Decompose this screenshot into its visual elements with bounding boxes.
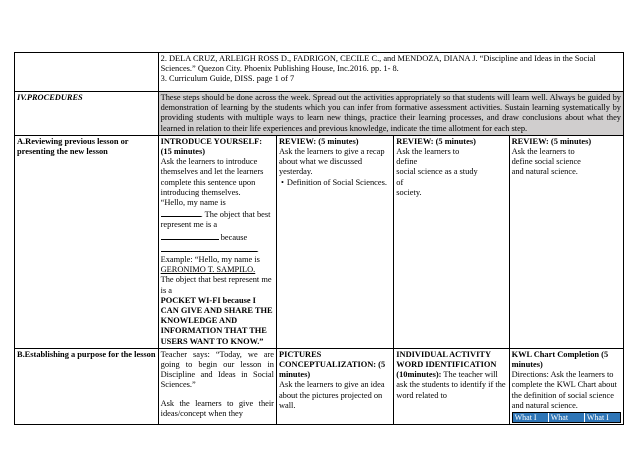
review-title-day4: REVIEW: (5 minutes) bbox=[511, 136, 592, 146]
introduce-instructions: Ask the learners to introduce themselves and let the learners complete this sentence upon introducing themselves. bbox=[160, 157, 264, 197]
ask-ideas-text: Ask the learners to give their ideas/concept when they bbox=[160, 398, 274, 418]
review-day4-line3: and natural science. bbox=[511, 167, 578, 177]
review-day3-line2: define bbox=[396, 157, 418, 167]
review-day4-line1: Ask the learners to bbox=[511, 147, 575, 157]
review-day3-line3: social science as a study bbox=[396, 167, 478, 177]
section-b-row bbox=[15, 348, 624, 424]
introduce-quote-start: “Hello, my name is bbox=[160, 198, 226, 208]
introduce-quote-middle: . The object that best represent me is a bbox=[160, 210, 271, 230]
introduce-quote-because-line bbox=[161, 231, 274, 243]
procedures-note: These steps should be done across the week. Spread out the activities appropriately so that students will learn well. Always be guided by demonstration of learning by the students which you can infer from formative assessment activities. Sustain learning systematically by providing students with multiple ways to learn new things, practice their learning processes, and draw conclusions about what they learned in relation to their life experiences and previous knowledge, indicate the time allotment for each step. bbox=[158, 92, 623, 136]
review-day4-line2: define social science bbox=[511, 157, 581, 167]
blank-line bbox=[161, 231, 219, 240]
blank-line bbox=[161, 208, 201, 217]
section-b-day2-cell bbox=[276, 348, 393, 424]
example-object: POCKET WI-FI because I CAN GIVE AND SHARE THE KNOWLEDGE AND INFORMATION THAT THE USERS WANT TO KNOW.” bbox=[160, 295, 273, 346]
review-title-day3: REVIEW: (5 minutes) bbox=[396, 136, 476, 146]
blank-line bbox=[161, 243, 257, 252]
section-a-day2-cell bbox=[276, 135, 393, 348]
example-name: GERONIMO T. SAMPILO. bbox=[160, 265, 256, 275]
section-a-row bbox=[15, 135, 624, 348]
lesson-plan-table bbox=[14, 52, 624, 425]
word-identification-title: INDIVIDUAL ACTIVITY WORD IDENTIFICATION (10minutes): bbox=[396, 349, 497, 380]
teacher-says-text: Teacher says: “Today, we are going to begin our lesson in Discipline and Ideas in Social Sciences.” bbox=[160, 349, 274, 390]
section-b-day4-cell bbox=[509, 348, 623, 424]
example-text: The object that best represent me is a bbox=[160, 275, 272, 295]
pictures-text: Ask the learners to give an idea about the pictures projected on wall. bbox=[278, 380, 385, 410]
references-row bbox=[15, 53, 624, 92]
review-bullets-day2 bbox=[279, 178, 391, 188]
kwl-header-know: What I bbox=[513, 413, 549, 422]
review-day3-line5: society. bbox=[396, 187, 422, 197]
procedures-row bbox=[15, 92, 624, 136]
section-a-day1-cell bbox=[158, 135, 276, 348]
pictures-title: PICTURES CONCEPTUALIZATION: (5 minutes) bbox=[278, 349, 386, 380]
review-title-day2: REVIEW: (5 minutes) bbox=[278, 136, 359, 146]
introduce-title: INTRODUCE YOURSELF: bbox=[160, 136, 262, 146]
introduce-quote-middle-line bbox=[161, 208, 274, 230]
section-b-day3-cell bbox=[394, 348, 509, 424]
kwl-chart-header bbox=[512, 412, 621, 423]
review-text-day2: Ask the learners to give a recap about what we discussed yesterday. bbox=[278, 147, 385, 177]
references-label-cell bbox=[15, 53, 159, 92]
review-bullet-day2: • Definition of Social Sciences. bbox=[289, 178, 391, 188]
kwl-directions: Directions: Ask the learners to complete the KWL Chart about the definition of social science and natural science. bbox=[511, 370, 617, 410]
introduce-quote-because: because bbox=[220, 232, 248, 242]
section-b-label: B.Establishing a purpose for the lesson bbox=[15, 348, 159, 424]
references-cell bbox=[158, 53, 623, 92]
reference-curriculum-guide: 3. Curriculum Guide, DISS. page 1 of 7 bbox=[160, 74, 295, 84]
kwl-header-learned: What I bbox=[585, 413, 620, 422]
procedures-label: IV.PROCEDURES bbox=[15, 92, 159, 136]
example-label: Example: “Hello, my name is bbox=[160, 255, 260, 265]
reference-dela-cruz: 2. DELA CRUZ, ARLEIGH ROSS D., FADRIGON, CECILE C., and MENDOZA, DIANA J. “Discipline and Ideas in the Social Sciences.” Quezon City. Phoenix Publishing House, Inc.2016. pp. 1- 8. bbox=[160, 54, 596, 74]
section-a-label: A.Reviewing previous lesson or presenting the new lesson bbox=[15, 135, 159, 348]
word-identification-text: The teacher will ask the students to identify if the word related to bbox=[396, 370, 506, 400]
review-day3-line1: Ask the learners to bbox=[396, 147, 460, 157]
section-a-day4-cell bbox=[509, 135, 623, 348]
section-b-day1-cell bbox=[158, 348, 276, 424]
review-day3-line4: of bbox=[396, 177, 404, 187]
section-a-day3-cell bbox=[394, 135, 509, 348]
introduce-time: (15 minutes) bbox=[160, 147, 206, 157]
introduce-quote-end-line: . bbox=[161, 243, 274, 255]
kwl-title: KWL Chart Completion (5 minutes) bbox=[511, 349, 609, 370]
kwl-header-want: What bbox=[549, 413, 585, 422]
